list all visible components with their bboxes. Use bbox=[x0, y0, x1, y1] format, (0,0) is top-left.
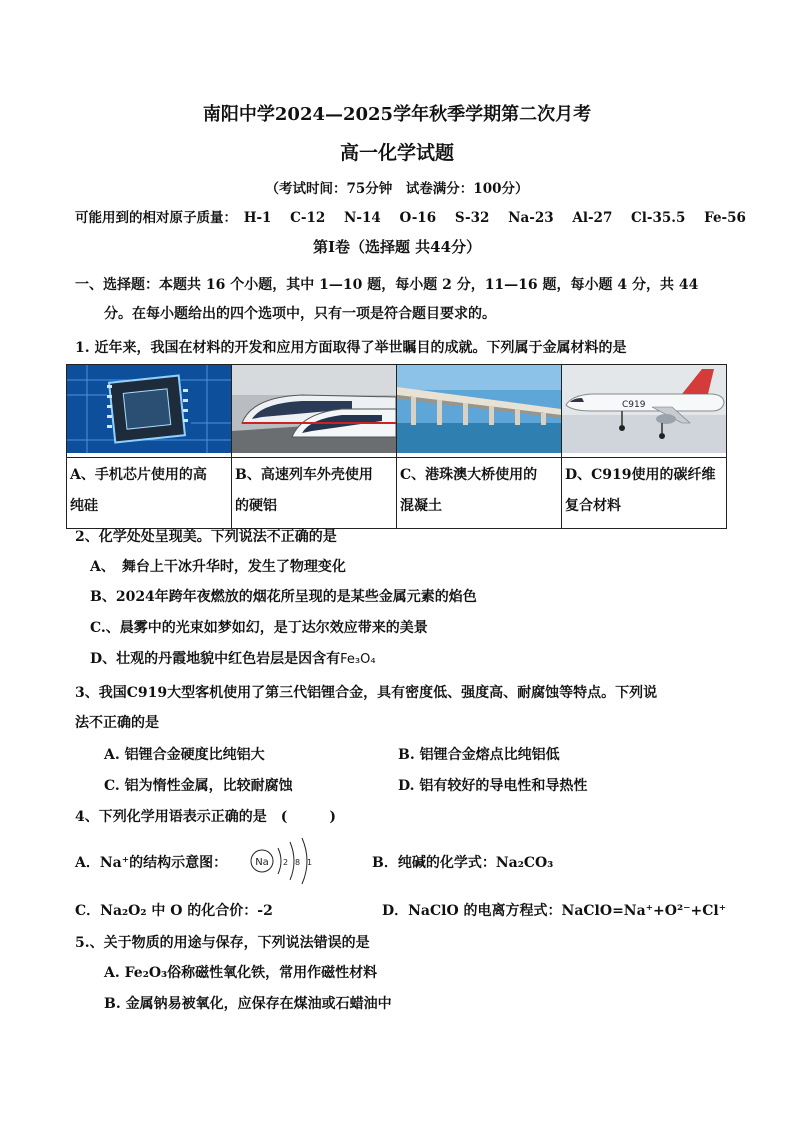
q2-option-a: A、 舞台上干冰升华时，发生了物理变化 bbox=[90, 559, 346, 575]
atomic-masses bbox=[75, 206, 760, 226]
q4-stem: 4、下列化学用语表示正确的是 ( ) bbox=[75, 809, 336, 825]
chip-image bbox=[67, 365, 232, 458]
exam-subtitle: 高一化学试题 bbox=[339, 142, 454, 164]
exam-title: 南阳中学2024—2025学年秋季学期第二次月考 bbox=[202, 104, 592, 125]
section-instructions-1: 一、选择题：本题共 16 个小题，其中 1—10 题，每小题 2 分，11—16 题，每小题 4 分，共 44 bbox=[75, 277, 699, 293]
q5-option-a: A. Fe₂O₃俗称磁性氧化铁，常用作磁性材料 bbox=[104, 965, 378, 981]
q2-option-b: B、2024年跨年夜燃放的烟花所呈现的是某些金属元素的焰色 bbox=[90, 589, 477, 605]
atom-mass: C-12 bbox=[290, 210, 326, 226]
q3-stem-1: 3、我国C919大型客机使用了第三代铝锂合金，具有密度低、强度高、耐腐蚀等特点。下列说 bbox=[75, 685, 658, 701]
plane-image bbox=[562, 365, 727, 458]
na-ion-structure-diagram bbox=[244, 836, 324, 886]
fe3o4-formula: Fe₃O₄ bbox=[340, 652, 376, 667]
atom-mass: O-16 bbox=[399, 210, 437, 226]
q1-option-d: D、C919使用的碳纤维 复合材料 bbox=[562, 458, 727, 529]
q2-stem: 2、化学处处呈现美。下列说法不正确的是 bbox=[75, 529, 337, 545]
shell-electrons: 8 bbox=[295, 858, 301, 867]
q3-option-b: B. 铝锂合金熔点比纯铝低 bbox=[398, 747, 560, 763]
q1-option-c: C、港珠澳大桥使用的 混凝土 bbox=[397, 458, 562, 529]
train-image bbox=[232, 365, 397, 458]
q1-options-table bbox=[66, 364, 727, 529]
q4-option-d: D．NaClO 的电离方程式：NaClO=Na⁺+O²⁻+Cl⁺ bbox=[382, 903, 727, 919]
exam-info: （考试时间：75分钟 试卷满分：100分） bbox=[265, 181, 529, 197]
atom-mass: Cl-35.5 bbox=[631, 210, 686, 226]
q1-option-a: A、手机芯片使用的高 纯硅 bbox=[67, 458, 232, 529]
q3-option-c: C. 铝为惰性金属，比较耐腐蚀 bbox=[104, 778, 293, 794]
plane-tail-text: C919 bbox=[622, 400, 646, 410]
q5-option-b: B. 金属钠易被氧化，应保存在煤油或石蜡油中 bbox=[104, 996, 392, 1012]
atoms-label: 可能用到的相对原子质量： bbox=[75, 210, 237, 226]
shell-electrons: 1 bbox=[307, 858, 313, 867]
q2-option-c: C.、晨雾中的光束如梦如幻，是丁达尔效应带来的美景 bbox=[90, 620, 428, 636]
q4-option-c: C．Na₂O₂ 中 O 的化合价：-2 bbox=[75, 903, 273, 919]
q1-option-b: B、高速列车外壳使用 的硬铝 bbox=[232, 458, 397, 529]
q2-option-d: D、壮观的丹霞地貌中红色岩层是因含有Fe₃O₄ bbox=[90, 651, 376, 667]
q1-stem: 1. 近年来，我国在材料的开发和应用方面取得了举世瞩目的成就。下列属于金属材料的是 bbox=[75, 340, 627, 356]
na-nucleus: Na bbox=[255, 857, 269, 868]
section-instructions-2: 分。在每小题给出的四个选项中，只有一项是符合题目要求的。 bbox=[104, 306, 496, 322]
atom-mass: Fe-56 bbox=[704, 210, 746, 226]
shell-electrons: 2 bbox=[283, 858, 289, 867]
atom-mass: Al-27 bbox=[572, 210, 613, 226]
q3-option-d: D. 铝有较好的导电性和导热性 bbox=[398, 778, 588, 794]
q3-stem-2: 法不正确的是 bbox=[75, 715, 159, 731]
atom-mass: H-1 bbox=[243, 210, 272, 226]
atom-mass: S-32 bbox=[454, 210, 490, 226]
bridge-image bbox=[397, 365, 562, 458]
q4-option-a-label: A．Na⁺的结构示意图： bbox=[75, 855, 228, 871]
q4-option-b: B．纯碱的化学式：Na₂CO₃ bbox=[372, 855, 554, 871]
q3-option-a: A. 铝锂合金硬度比纯铝大 bbox=[104, 747, 265, 763]
atom-mass: Na-23 bbox=[508, 210, 554, 226]
atom-mass: N-14 bbox=[344, 210, 381, 226]
q5-stem: 5.、关于物质的用途与保存，下列说法错误的是 bbox=[75, 935, 370, 951]
section-title: 第Ⅰ卷（选择题 共44分） bbox=[312, 238, 482, 256]
